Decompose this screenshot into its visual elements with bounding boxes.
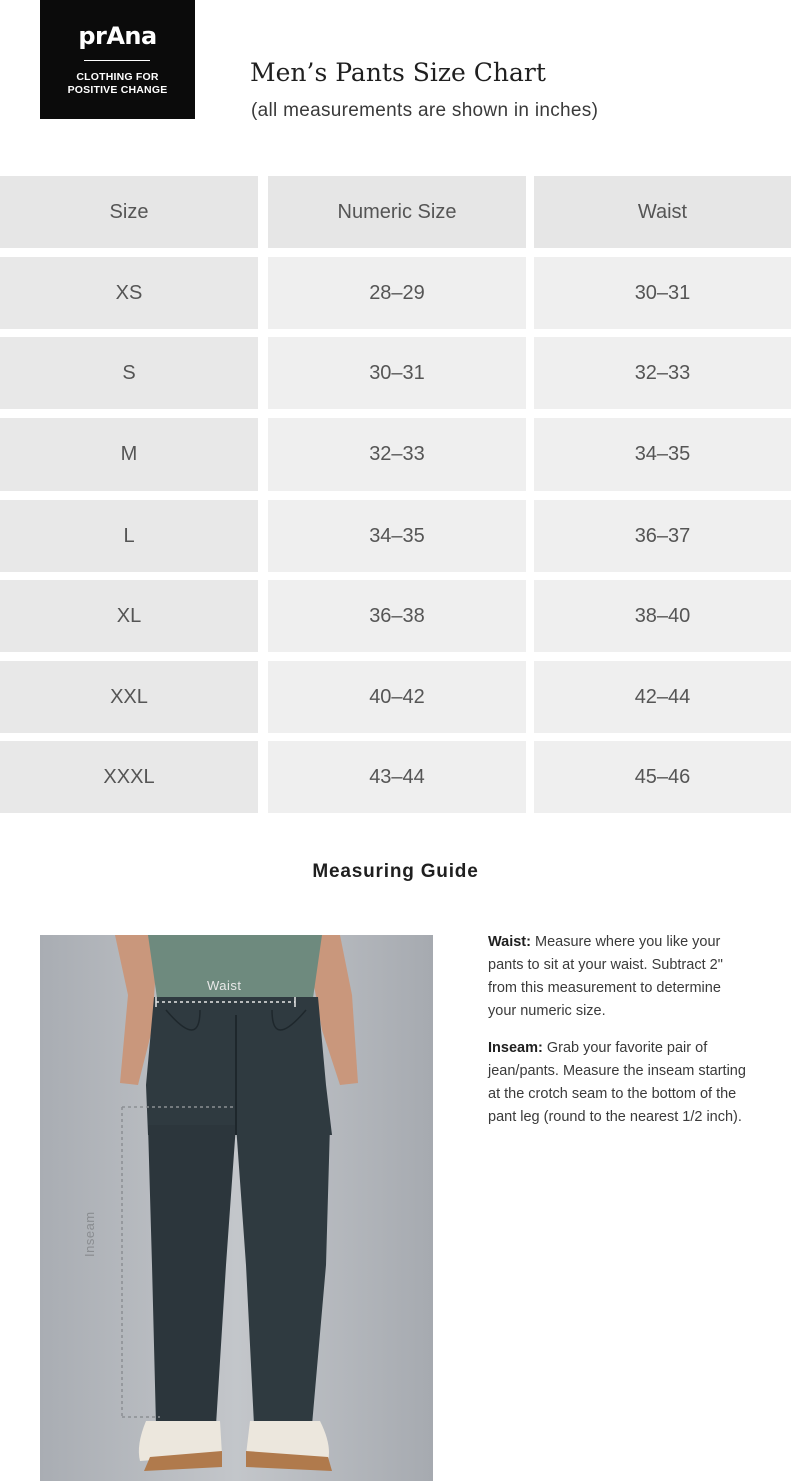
waist-label: Waist: bbox=[488, 934, 531, 950]
logo-divider bbox=[84, 60, 150, 61]
table-cell-waist: 34–35 bbox=[534, 418, 791, 491]
table-header-waist: Waist bbox=[534, 176, 791, 248]
inseam-photo-label: Inseam bbox=[82, 1211, 97, 1257]
logo-wordmark: prAna bbox=[78, 22, 157, 50]
inseam-text: Grab your favorite pair of jean/pants. Measure the inseam starting at the crotch seam to the bottom of the pant leg (round to the nearest 1/2 inch). bbox=[488, 1040, 746, 1125]
table-cell-numeric-size: 40–42 bbox=[268, 661, 526, 733]
table-cell-waist: 38–40 bbox=[534, 580, 791, 652]
table-cell-size: XL bbox=[0, 580, 258, 652]
measuring-guide-text bbox=[488, 931, 750, 1143]
table-cell-size: XXL bbox=[0, 661, 258, 733]
table-cell-numeric-size: 34–35 bbox=[268, 500, 526, 572]
brand-logo[interactable] bbox=[40, 0, 195, 119]
page-subtitle: (all measurements are shown in inches) bbox=[251, 100, 599, 121]
table-cell-numeric-size: 32–33 bbox=[268, 418, 526, 491]
table-cell-waist: 32–33 bbox=[534, 337, 791, 409]
table-cell-size: S bbox=[0, 337, 258, 409]
table-cell-waist: 42–44 bbox=[534, 661, 791, 733]
tagline-line-1: CLOTHING FOR bbox=[76, 71, 159, 83]
inseam-label: Inseam: bbox=[488, 1040, 543, 1056]
inseam-instructions bbox=[488, 1037, 750, 1129]
table-cell-waist: 36–37 bbox=[534, 500, 791, 572]
table-cell-waist: 45–46 bbox=[534, 741, 791, 813]
table-cell-size: XXXL bbox=[0, 741, 258, 813]
tagline-line-2: POSITIVE CHANGE bbox=[67, 84, 168, 96]
waist-text: Measure where you like your pants to sit at your waist. Subtract 2" from this measurement to determine your numeric size. bbox=[488, 934, 723, 1019]
pants-measurement-photo bbox=[40, 935, 433, 1481]
waist-photo-label: Waist bbox=[207, 978, 242, 993]
table-cell-numeric-size: 28–29 bbox=[268, 257, 526, 329]
table-header-size: Size bbox=[0, 176, 258, 248]
table-cell-numeric-size: 30–31 bbox=[268, 337, 526, 409]
table-cell-size: XS bbox=[0, 257, 258, 329]
waist-instructions bbox=[488, 931, 750, 1023]
page-title: Men’s Pants Size Chart bbox=[250, 58, 546, 87]
table-cell-waist: 30–31 bbox=[534, 257, 791, 329]
table-cell-numeric-size: 36–38 bbox=[268, 580, 526, 652]
logo-tagline bbox=[40, 71, 195, 97]
table-header-numeric-size: Numeric Size bbox=[268, 176, 526, 248]
table-cell-size: L bbox=[0, 500, 258, 572]
table-cell-size: M bbox=[0, 418, 258, 491]
measuring-guide-heading: Measuring Guide bbox=[312, 861, 479, 882]
table-cell-numeric-size: 43–44 bbox=[268, 741, 526, 813]
